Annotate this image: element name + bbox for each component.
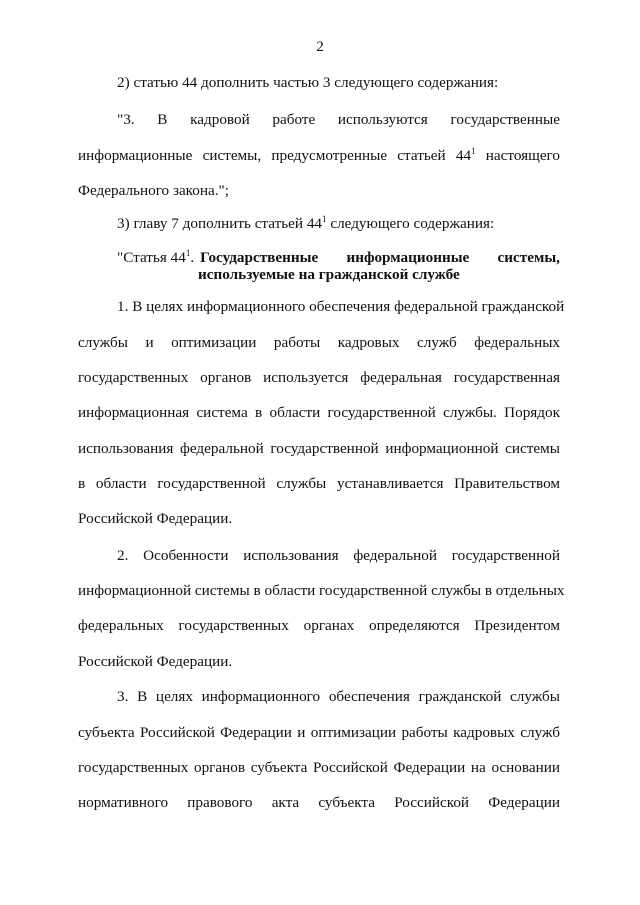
clause-3-line: 3. В целях информационного обеспечения гражданской службы [117,688,560,705]
clause-1-line: государственных органов используется федеральная государственная [78,369,560,386]
clause-1-line: использования федеральной государственной информационной системы [78,440,560,457]
page-number: 2 [316,38,324,55]
part-3-line-1: "3. В кадровой работе используются государственные [117,111,560,128]
clause-2-line: информационной системы в области государственной службы в отдельных [78,582,565,599]
clause-1-line: в области государственной службы устанавливается Правительством [78,475,560,492]
clause-1-line: службы и оптимизации работы кадровых служб федеральных [78,334,560,351]
clause-3-line: субъекта Российской Федерации и оптимизации работы кадровых служб [78,724,560,741]
clause-2-line: Российской Федерации. [78,653,233,670]
part-3-line-2: информационные системы, предусмотренные статьей $44^1$ настоящего [78,146,561,164]
article-title-line-2: используемые на гражданской службе [198,266,460,283]
amendment-2-intro: 2) статью 44 дополнить частью 3 следующего содержания: [117,74,499,91]
clause-3-line: государственных органов субъекта Российской Федерации на основании [78,759,560,776]
article-title-line-1: Государственные информационные системы, [200,249,560,266]
clause-2-line: федеральных государственных органах определяются Президентом [78,617,560,634]
part-3-line-3: Федерального закона."; [78,182,229,199]
clause-1-line: информационная система в области государственной службы. Порядок [78,404,560,421]
clause-2-line: 2. Особенности использования федеральной государственной [117,547,560,564]
amendment-3-intro: 3) главу 7 дополнить статьей $44^1$ следующего содержания: [117,214,495,232]
clause-3-line: нормативного правового акта субъекта Российской Федерации [78,794,560,811]
clause-1-line: 1. В целях информационного обеспечения федеральной гражданской [117,298,565,315]
article-number: "Статья $44^1$. [117,248,195,266]
clause-1-line: Российской Федерации. [78,510,233,527]
